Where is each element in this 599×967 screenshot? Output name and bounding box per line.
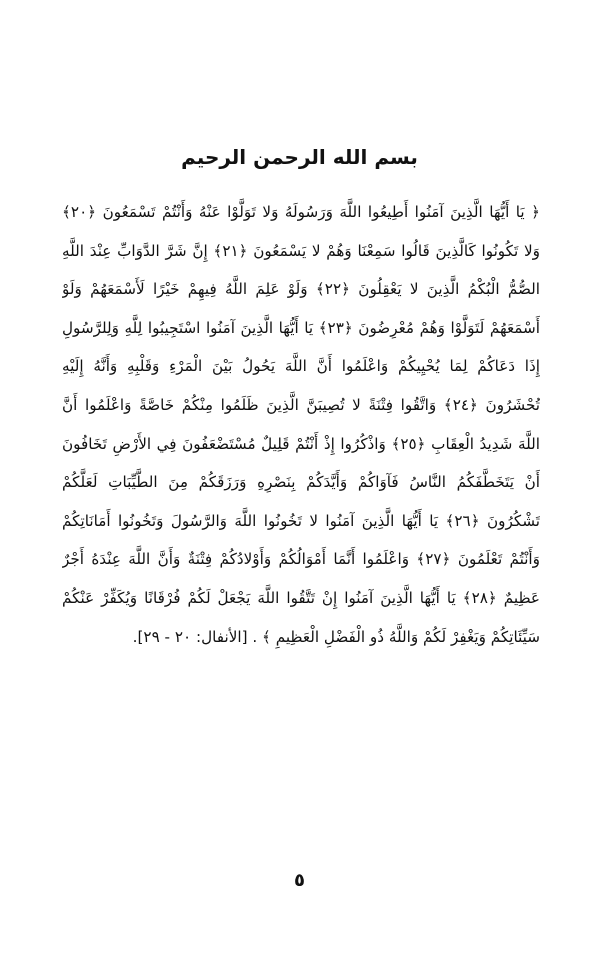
verse-line-1: ﴿ يَا أَيُّهَا الَّذِينَ آمَنُوا أَطِيعُوا اللَّهَ وَرَسُولَهُ وَلا تَوَلَّوْا عَنْهُ وَأَنْتُمْ تَسْمَعُونَ ﴿٢٠﴾ [62,203,540,221]
basmala-heading: بسم الله الرحمن الرحيم [181,145,418,169]
verse-line-5: إِذَا دَعَاكُمْ لِمَا يُحْيِيكُمْ وَاعْلَمُوا أَنَّ اللَّهَ يَحُولُ بَيْنَ الْمَرْءِ وَقَلْبِهِ وَأَنَّهُ إِلَيْهِ [62,357,540,376]
verse-line-12: سَيِّئَاتِكُمْ وَيَغْفِرْ لَكُمْ وَاللَّهُ ذُو الْفَضْلِ الْعَظِيمِ ﴾ . [الأنفال: ٢٠ - ٢٩]. [132,627,540,646]
page-number: ٥ [294,870,305,891]
verse-line-2: وَلا تَكُونُوا كَالَّذِينَ قَالُوا سَمِعْنَا وَهُمْ لا يَسْمَعُونَ ﴿٢١﴾ إِنَّ شَرَّ الدَّوَابِّ عِنْدَ اللَّهِ [62,241,540,260]
verse-line-6: تُحْشَرُونَ ﴿٢٤﴾ وَاتَّقُوا فِتْنَةً لا تُصِيبَنَّ الَّذِينَ ظَلَمُوا مِنْكُمْ خَاصَّةً وَاعْلَمُوا أَنَّ [62,395,540,414]
verse-line-3: الصُّمُّ الْبُكْمُ الَّذِينَ لا يَعْقِلُونَ ﴿٢٢﴾ وَلَوْ عَلِمَ اللَّهُ فِيهِمْ خَيْرًا لَأَسْمَعَهُمْ وَلَوْ [62,280,540,299]
quran-verses-block [62,193,540,656]
verse-line-10: وَأَنْتُمْ تَعْلَمُونَ ﴿٢٧﴾ وَاعْلَمُوا أَنَّمَا أَمْوَالُكُمْ وَأَوْلادُكُمْ فِتْنَةٌ وَأَنَّ اللَّهَ عِنْدَهُ أَجْرٌ [62,550,540,569]
verse-line-11: عَظِيمٌ ﴿٢٨﴾ يَا أَيُّهَا الَّذِينَ آمَنُوا إِنْ تَتَّقُوا اللَّهَ يَجْعَلْ لَكُمْ فُرْقَانًا وَيُكَفِّرْ عَنْكُمْ [62,588,540,607]
verse-line-8: أَنْ يَتَخَطَّفَكُمُ النَّاسُ فَآوَاكُمْ وَأَيَّدَكُمْ بِنَصْرِهِ وَرَزَقَكُمْ مِنَ الطَّيِّبَاتِ لَعَلَّكُمْ [62,473,540,492]
verse-line-4: أَسْمَعَهُمْ لَتَوَلَّوْا وَهُمْ مُعْرِضُونَ ﴿٢٣﴾ يَا أَيُّهَا الَّذِينَ آمَنُوا اسْتَجِيبُوا لِلَّهِ وَلِلرَّسُولِ [62,318,540,337]
verse-line-7: اللَّهَ شَدِيدُ الْعِقَابِ ﴿٢٥﴾ وَاذْكُرُوا إِذْ أَنْتُمْ قَلِيلٌ مُسْتَضْعَفُونَ فِي الأَرْضِ تَخَافُونَ [62,434,540,453]
verse-line-9: تَشْكُرُونَ ﴿٢٦﴾ يَا أَيُّهَا الَّذِينَ آمَنُوا لا تَخُونُوا اللَّهَ وَالرَّسُولَ وَتَخُونُوا أَمَانَاتِكُمْ [62,511,540,530]
